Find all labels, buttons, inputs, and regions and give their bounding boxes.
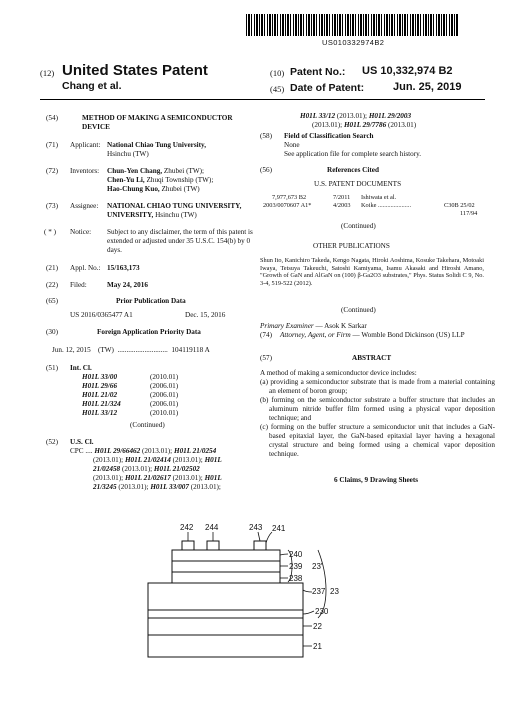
inid-51: (51) xyxy=(46,364,58,372)
label-237: 237 xyxy=(312,587,326,596)
label-242: 242 xyxy=(180,523,194,532)
ref-1-date: 7/2011 xyxy=(333,194,351,201)
inid-22: (22) xyxy=(46,281,58,289)
int-cl-code: H01L 33/00 xyxy=(82,373,118,381)
label-238: 238 xyxy=(289,574,303,583)
layer-structure-figure xyxy=(0,510,512,724)
field-of-search-heading: Field of Classification Search xyxy=(284,132,374,140)
barcode xyxy=(246,14,458,36)
inid-45: (45) xyxy=(270,84,285,94)
appl-no: 15/163,173 xyxy=(107,264,140,272)
ref-2-class: C30B 25/02 xyxy=(444,202,475,209)
date-of-patent: Jun. 25, 2019 xyxy=(393,81,462,93)
abstract-intro: A method of making a semiconductor device includes: xyxy=(260,369,417,377)
inid-notice: ( * ) xyxy=(44,228,56,236)
attorney-agent: Attorney, Agent, or Firm — Womble Bond Dickinson (US) LLP xyxy=(280,331,465,339)
inid-21: (21) xyxy=(46,264,58,272)
patent-number: US 10,332,974 B2 xyxy=(362,65,453,77)
int-cl-version: (2010.01) xyxy=(150,373,179,381)
inid-73: (73) xyxy=(46,202,58,210)
prior-publication-number: US 2016/0365477 A1 xyxy=(70,311,133,319)
int-cl-version: (2006.01) xyxy=(150,391,179,399)
other-publications-text: Shun Ito, Kanichiro Takeda, Kengo Nagata, Hiroki Aoshima, Kosuke Takehara, Motoaki Iwaya, Tetsuya Takeuchi, Satoshi Kamiyama, Isamu Akasaki and Hiroshi Amano, "Growth of GaN and AlGaN on (100) β-Ga2O3 substrates," Phys. Status Solidi C 9, No. 3-4, 519-522 (2012). xyxy=(260,257,484,287)
inid-72: (72) xyxy=(46,167,58,175)
label-23: 23 xyxy=(330,587,339,596)
cpc-line-4: (2013.01); H01L 21/02617 (2013.01); H01L xyxy=(93,474,222,482)
primary-examiner: Primary Examiner — Asok K Sarkar xyxy=(260,322,367,330)
date-of-patent-label: Date of Patent: xyxy=(290,82,365,94)
inid-54: (54) xyxy=(46,114,58,122)
field-of-search-none: None xyxy=(284,141,300,149)
notice-text: Subject to any disclaimer, the term of this patent is extended or adjusted under 35 U.S.C. 154(b) by 0 days. xyxy=(107,228,253,254)
label-22: 22 xyxy=(313,622,322,631)
inventor-3: Hao-Chung Kuo, Zhubei (TW) xyxy=(107,185,200,193)
foreign-priority-entry: Jun. 12, 2015 (TW) ............................ 104119118 A xyxy=(52,346,210,354)
inid-65: (65) xyxy=(46,297,58,305)
applicant-label: Applicant: xyxy=(70,141,101,149)
int-cl-version: (2006.01) xyxy=(150,400,179,408)
label-21: 21 xyxy=(313,642,322,651)
other-publications-continued: (Continued) xyxy=(341,306,376,314)
cpc-line-5: 21/3245 (2013.01); H01L 33/007 (2013.01); xyxy=(93,483,221,491)
int-cl-label: Int. Cl. xyxy=(70,364,92,372)
assignee-location: UNIVERSITY, Hsinchu (TW) xyxy=(107,211,197,219)
publication-number: US010332974B2 xyxy=(322,38,385,47)
prior-publication-heading: Prior Publication Data xyxy=(116,297,186,305)
applicant-location: Hsinchu (TW) xyxy=(107,150,149,158)
ref-1-number: 7,977,673 B2 xyxy=(272,194,307,201)
appl-no-label: Appl. No.: xyxy=(70,264,101,272)
label-23prime: 23' xyxy=(312,562,323,571)
patent-no-label: Patent No.: xyxy=(290,66,346,78)
abstract-step-c: (c) forming on the buffer structure a semiconductor unit that includes a GaN-based epitaxial layer, the GaN-based epitaxial layer having a hexagonal crystal structure and being formed using a chemical vapor deposition technique. xyxy=(260,423,495,458)
cpc-line-2: (2013.01); H01L 21/02414 (2013.01); H01L xyxy=(93,456,222,464)
electrode-243 xyxy=(254,541,266,550)
ref-2-number: 2003/0070607 A1* xyxy=(263,202,312,209)
ref-2-class-2: 117/94 xyxy=(460,210,478,217)
notice-label: Notice: xyxy=(70,228,92,236)
assignee-name: NATIONAL CHIAO TUNG UNIVERSITY, xyxy=(107,202,242,210)
layer-238 xyxy=(172,572,280,583)
inid-58: (58) xyxy=(260,132,272,140)
ref-1-inventor: Ishiwata et al. xyxy=(361,194,397,201)
first-inventor-et-al: Chang et al. xyxy=(62,80,122,92)
inid-56: (56) xyxy=(260,166,272,174)
label-240: 240 xyxy=(289,550,303,559)
electrode-244 xyxy=(207,541,219,550)
inid-74: (74) xyxy=(260,331,272,339)
ref-2-inventor: Koike ..................... xyxy=(361,202,412,209)
int-cl-version: (2006.01) xyxy=(150,382,179,390)
prior-publication-date: Dec. 15, 2016 xyxy=(185,311,226,319)
applicant-name: National Chiao Tung University, xyxy=(107,141,207,149)
inid-10: (10) xyxy=(270,68,285,78)
references-continued: (Continued) xyxy=(341,222,376,230)
inid-30: (30) xyxy=(46,328,58,336)
other-publications-heading: OTHER PUBLICATIONS xyxy=(313,242,390,250)
inid-12: (12) xyxy=(40,68,55,78)
cpc-cont-line-1: H01L 33/12 (2013.01); H01L 29/2003 xyxy=(300,112,412,120)
field-of-search-note: See application file for complete search history. xyxy=(284,150,422,158)
invention-title: METHOD OF MAKING A SEMICONDUCTOR DEVICE xyxy=(82,114,233,131)
int-cl-code: H01L 33/12 xyxy=(82,409,118,417)
label-239: 239 xyxy=(289,562,303,571)
electrode-242 xyxy=(182,541,194,550)
inventor-2: Chen-Yu Li, Zhuqi Township (TW); xyxy=(107,176,214,184)
inid-57: (57) xyxy=(260,354,272,362)
inventor-1: Chun-Yen Chang, Zhubei (TW); xyxy=(107,167,205,175)
cpc-line-3: 21/02458 (2013.01); H01L 21/02502 xyxy=(93,465,200,473)
int-cl-code: H01L 29/66 xyxy=(82,382,118,390)
header-rule xyxy=(40,99,485,100)
inventors-label: Inventors: xyxy=(70,167,100,175)
inid-52: (52) xyxy=(46,438,58,446)
assignee-label: Assignee: xyxy=(70,202,99,210)
layer-240 xyxy=(172,550,280,561)
abstract-heading: ABSTRACT xyxy=(352,354,392,362)
layer-21 xyxy=(148,635,303,657)
filed-label: Filed: xyxy=(70,281,87,289)
label-241: 241 xyxy=(272,524,286,533)
inid-71: (71) xyxy=(46,141,58,149)
document-type-title: United States Patent xyxy=(62,62,208,79)
us-patent-documents-heading: U.S. PATENT DOCUMENTS xyxy=(314,180,402,188)
us-cl-label: U.S. Cl. xyxy=(70,438,94,446)
layer-237 xyxy=(148,583,303,618)
layer-22 xyxy=(148,618,303,635)
label-243: 243 xyxy=(249,523,263,532)
label-230: 230 xyxy=(315,607,329,616)
abstract-step-a: (a) providing a semiconductor substrate that is made from a material containing an element of boron group; xyxy=(260,378,495,395)
int-cl-code: H01L 21/324 xyxy=(82,400,121,408)
claims-and-sheets: 6 Claims, 9 Drawing Sheets xyxy=(334,476,419,484)
filed-date: May 24, 2016 xyxy=(107,281,148,289)
cpc-cont-line-2: (2013.01); H01L 29/7786 (2013.01) xyxy=(312,121,417,129)
int-cl-code: H01L 21/02 xyxy=(82,391,118,399)
label-244: 244 xyxy=(205,523,219,532)
references-cited-heading: References Cited xyxy=(327,166,379,174)
abstract-step-b: (b) forming on the semiconductor substrate a buffer structure that includes an aluminum nitride buffer film formed using a physical vapor deposition technique; and xyxy=(260,396,495,422)
cpc-line-1: CPC .... H01L 29/66462 (2013.01); H01L 21/0254 xyxy=(70,447,217,455)
int-cl-continued: (Continued) xyxy=(130,421,165,429)
foreign-priority-heading: Foreign Application Priority Data xyxy=(97,328,201,336)
layer-239 xyxy=(172,561,280,572)
int-cl-version: (2010.01) xyxy=(150,409,179,417)
ref-2-date: 4/2003 xyxy=(333,202,351,209)
